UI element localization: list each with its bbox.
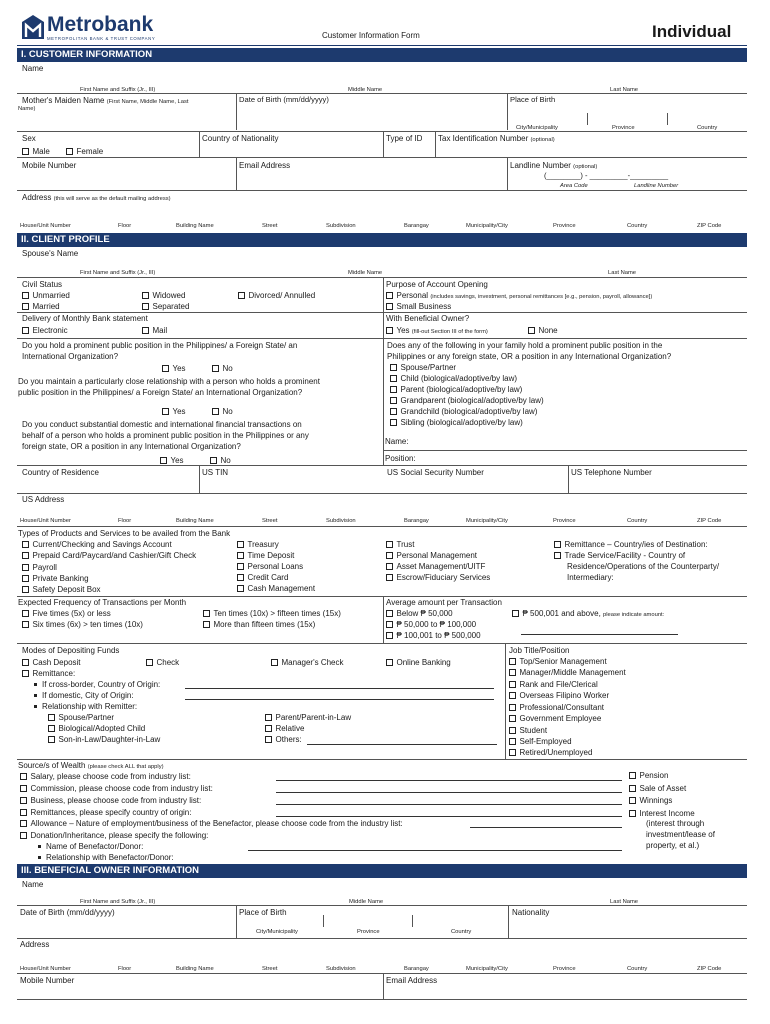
job-option[interactable]: Student [509,726,547,735]
freq-option-4[interactable]: More than fifteen times (15x) [203,620,315,629]
civil-status-label: Civil Status [22,280,63,289]
mobile-label: Mobile Number [22,161,77,170]
product-option-cont: Intermediary: [567,573,614,582]
sex-female[interactable]: Female [66,147,103,156]
q3-no[interactable]: No [210,456,231,465]
q2-yes[interactable]: Yes [162,407,186,416]
product-option[interactable]: Credit Card [237,573,288,582]
bo-name-label: Name [22,880,44,889]
job-title-label: Job Title/Position [509,646,570,655]
bo-middle-label: Middle Name [349,899,384,905]
pob-province-label: Province [612,125,635,131]
sow-line[interactable] [470,827,622,828]
bo-pob-label: Place of Birth [239,908,287,917]
logo-name: Metrobank [47,13,154,36]
bo-nationality-label: Nationality [512,908,550,917]
bo-province-label: Province [357,929,380,935]
freq-option-2[interactable]: Ten times (10x) > fifteen times (15x) [203,609,341,618]
family-option[interactable]: Parent (biological/adoptive/by law) [390,385,522,394]
sow-right-cont: investment/lease of [646,830,715,839]
first-name-label: First Name and Suffix (Jr., III) [80,87,156,93]
product-option[interactable]: Safety Deposit Box [22,585,101,594]
mode-remittance[interactable]: Remittance: [22,669,75,678]
sow-option[interactable]: Salary, please choose code from industry list: [20,772,191,781]
bo-city-label: City/Municipality [256,929,298,935]
pep-question-2: Do you maintain a particularly close relationship with a person who holds a prominent [18,377,320,386]
beneficial-owner-label: With Beneficial Owner? [386,314,470,323]
family-option[interactable]: Grandparent (biological/adoptive/by law) [390,396,544,405]
cross-border-label: If cross-border, Country of Origin: [30,680,160,689]
relationship-label: Relationship with Remitter: [30,702,137,711]
family-pep-question: Does any of the following in your family hold a prominent public position in the [387,341,663,350]
mmn-hint: Name) [18,106,36,112]
rel-option[interactable]: Biological/Adopted Child [48,724,145,733]
family-option[interactable]: Child (biological/adoptive/by law) [390,374,517,383]
family-option[interactable]: Grandchild (biological/adoptive/by law) [390,407,537,416]
benefactor-name-field[interactable] [248,850,622,851]
q2-no[interactable]: No [212,407,233,416]
product-option[interactable]: Personal Loans [237,562,303,571]
job-option[interactable]: Professional/Consultant [509,703,604,712]
sow-option[interactable]: Allowance – Nature of employment/business of the Benefactor, please choose code from the industry list: [20,819,403,828]
job-option[interactable]: Manager/Middle Management [509,668,626,677]
family-position-label: Position: [385,454,416,463]
pep-question-3c: foreign state, OR a position in any International Organization? [22,442,241,451]
product-option[interactable]: Trust [386,540,414,549]
civil-divorced[interactable]: Divorced/ Annulled [238,291,315,300]
product-option[interactable]: Trade Service/Facility - Country of [554,551,685,560]
q1-yes[interactable]: Yes [162,364,186,373]
tin-label: Tax Identification Number (optional) [438,134,555,143]
rel-option[interactable]: Others: [265,735,302,744]
pep-question-2b: public position in the Philippines/ a Foreign State/ an International Organization? [18,388,303,397]
purpose-label: Purpose of Account Opening [386,280,488,289]
benefactor-name-label: Name of Benefactor/Donor: [34,842,143,851]
rel-option[interactable]: Parent/Parent-in-Law [265,713,351,722]
sow-option[interactable]: Commission, please choose code from industry list: [20,784,213,793]
form-title: Customer Information Form [322,31,420,40]
avg-option-2[interactable]: ₱ 50,000 to ₱ 100,000 [386,620,476,629]
product-option[interactable]: Treasury [237,540,279,549]
pep-question-1b: International Organization? [22,352,119,361]
family-option[interactable]: Sibling (biological/adoptive/by law) [390,418,523,427]
product-option[interactable]: Cash Management [237,584,315,593]
landline-label: Landline Number (optional) [510,161,598,170]
mode-check[interactable]: Check [146,658,179,667]
area-code-label: Area Code [560,183,588,189]
landline-number-label: Landline Number [634,183,679,189]
pob-city-label: City/Municipality [516,125,558,131]
us-address-label: US Address [22,495,65,504]
job-option[interactable]: Rank and File/Clerical [509,680,598,689]
form-type: Individual [652,22,732,41]
pep-question-1: Do you hold a prominent public position in the Philippines/ a Foreign State/ an [22,341,298,350]
sow-line[interactable] [276,816,622,817]
us-telephone-label: US Telephone Number [571,468,652,477]
pep-question-3: Do you conduct substantial domestic and international financial transactions on [22,420,302,429]
avg-option-3[interactable]: ₱ 100,001 to ₱ 500,000 [386,631,481,640]
spouse-first-label: First Name and Suffix (Jr., III) [80,270,156,276]
dob-label: Date of Birth (mm/dd/yyyy) [239,95,329,104]
avg-option-1[interactable]: Below ₱ 50,000 [386,609,453,618]
sex-label: Sex [22,134,36,143]
job-option[interactable]: Retired/Unemployed [509,748,592,757]
domestic-field[interactable] [185,699,494,700]
job-option[interactable]: Government Employee [509,714,601,723]
freq-option-3[interactable]: Six times (6x) > ten times (10x) [22,620,143,629]
bo-mobile-label: Mobile Number [20,976,75,985]
product-option[interactable]: Time Deposit [237,551,294,560]
job-option[interactable]: Self-Employed [509,737,572,746]
rel-option[interactable]: Son-in-Law/Daughter-in-Law [48,735,160,744]
product-option[interactable]: Current/Checking and Savings Account [22,540,172,549]
product-option[interactable]: Remittance – Country/ies of Destination: [554,540,708,549]
section-2-title: II. CLIENT PROFILE [17,233,747,247]
type-of-id-label: Type of ID [386,134,423,143]
pep-question-3b: behalf of a person who holds a prominent public position in the Philippines or any [22,431,309,440]
bo-email-label: Email Address [386,976,438,985]
bo-dob-label: Date of Birth (mm/dd/yyyy) [20,908,115,917]
spouse-last-label: Last Name [608,270,637,276]
bo-address-label: Address [20,940,50,949]
sow-right-option[interactable]: Winnings [629,796,672,805]
product-option[interactable]: Asset Management/UITF [386,562,485,571]
us-tin-label: US TIN [202,468,229,477]
mode-managers-check[interactable]: Manager's Check [271,658,344,667]
source-of-wealth-label: Source/s of Wealth (please check ALL that apply) [18,761,164,770]
family-option[interactable]: Spouse/Partner [390,363,456,372]
others-field[interactable] [307,744,497,745]
civil-married[interactable]: Married [22,302,60,311]
sex-male[interactable]: Male [22,147,50,156]
spouse-middle-label: Middle Name [348,270,383,276]
rel-option[interactable]: Spouse/Partner [48,713,114,722]
product-option[interactable]: Escrow/Fiduciary Services [386,573,490,582]
job-option[interactable]: Overseas Filipino Worker [509,691,609,700]
bo-country-label: Country [451,929,472,935]
mode-online[interactable]: Online Banking [386,658,451,667]
sow-line[interactable] [276,804,622,805]
sow-option[interactable]: Donation/Inheritance, please specify the following: [20,831,208,840]
last-name-label: Last Name [610,87,639,93]
sow-right-cont: property, et al.) [646,841,700,850]
product-option-cont: Residence/Operations of the Counterparty/ [567,562,720,571]
modes-label: Modes of Depositing Funds [22,646,120,655]
job-option[interactable]: Top/Senior Management [509,657,607,666]
family-pep-question-b: Philippines or any foreign state, OR a position in any International Organization? [387,352,672,361]
rel-option[interactable]: Relative [265,724,304,733]
email-label: Email Address [239,161,291,170]
sow-right-cont: (interest through [646,819,705,828]
freq-option-1[interactable]: Five times (5x) or less [22,609,111,618]
place-of-birth-label: Place of Birth [510,95,556,104]
sow-line[interactable] [276,780,622,781]
avg-option-4[interactable]: ₱ 500,001 and above, please indicate amount: [512,609,664,619]
residence-label: Country of Residence [22,468,99,477]
benefactor-relationship-label: Relationship with Benefactor/Donor: [34,853,174,862]
products-title: Types of Products and Services to be availed from the Bank [18,529,231,538]
delivery-electronic[interactable]: Electronic [22,326,68,335]
product-option[interactable]: Private Banking [22,574,89,583]
sow-right-option[interactable]: Pension [629,771,668,780]
avg-amount-line[interactable] [521,634,678,635]
civil-unmarried[interactable]: Unmarried [22,291,70,300]
mode-cash[interactable]: Cash Deposit [22,658,81,667]
frequency-label: Expected Frequency of Transactions per Month [18,598,187,607]
q3-yes[interactable]: Yes [160,456,184,465]
bo-yes[interactable]: Yes (fill-out Section III of the form) [386,326,488,336]
purpose-personal[interactable]: Personal (includes savings, investment, personal remittances [e.g., pension, payroll, allowance]) [386,291,652,301]
avg-amount-label: Average amount per Transaction [386,598,502,607]
bo-none[interactable]: None [528,326,558,335]
product-option[interactable]: Prepaid Card/Paycard/and Cashier/Gift Check [22,551,196,560]
logo-tagline: METROPOLITAN BANK & TRUST COMPANY [47,36,156,41]
section-3-title: III. BENEFICIAL OWNER INFORMATION [17,864,747,878]
mothers-maiden-name-label: Mother's Maiden Name (First Name, Middle Name, Last [22,96,189,105]
sow-line[interactable] [276,792,622,793]
us-ssn-label: US Social Security Number [387,468,484,477]
q1-no[interactable]: No [212,364,233,373]
pob-country-label: Country [697,125,718,131]
domestic-label: If domestic, City of Origin: [30,691,134,700]
delivery-mail[interactable]: Mail [142,326,167,335]
middle-name-label: Middle Name [348,87,383,93]
family-name-label: Name: [385,437,409,446]
bo-last-label: Last Name [610,899,639,905]
product-option[interactable]: Personal Management [386,551,477,560]
spouse-name-label: Spouse's Name [22,249,79,258]
landline-field[interactable]: (________) - _________-_________ [544,171,669,180]
sow-right-option[interactable]: Sale of Asset [629,784,686,793]
civil-widowed[interactable]: Widowed [142,291,185,300]
metrobank-logo [22,15,182,45]
bo-first-label: First Name and Suffix (Jr., III) [80,899,156,905]
purpose-small-business[interactable]: Small Business [386,302,451,311]
sow-option[interactable]: Remittances, please specify country of origin: [20,808,191,817]
header-rule [17,45,747,46]
civil-separated[interactable]: Separated [142,302,189,311]
nationality-label: Country of Nationality [202,134,279,143]
sow-right-option[interactable]: Interest Income [629,809,695,818]
section-1-title: I. CUSTOMER INFORMATION [17,48,747,62]
cross-border-field[interactable] [185,688,494,689]
sow-option[interactable]: Business, please choose code from industry list: [20,796,201,805]
name-label: Name [22,64,44,73]
product-option[interactable]: Payroll [22,563,57,572]
delivery-label: Delivery of Monthly Bank statement [22,314,148,323]
address-label: Address (this will serve as the default mailing address) [22,193,171,202]
metrobank-logo-icon [22,15,44,39]
